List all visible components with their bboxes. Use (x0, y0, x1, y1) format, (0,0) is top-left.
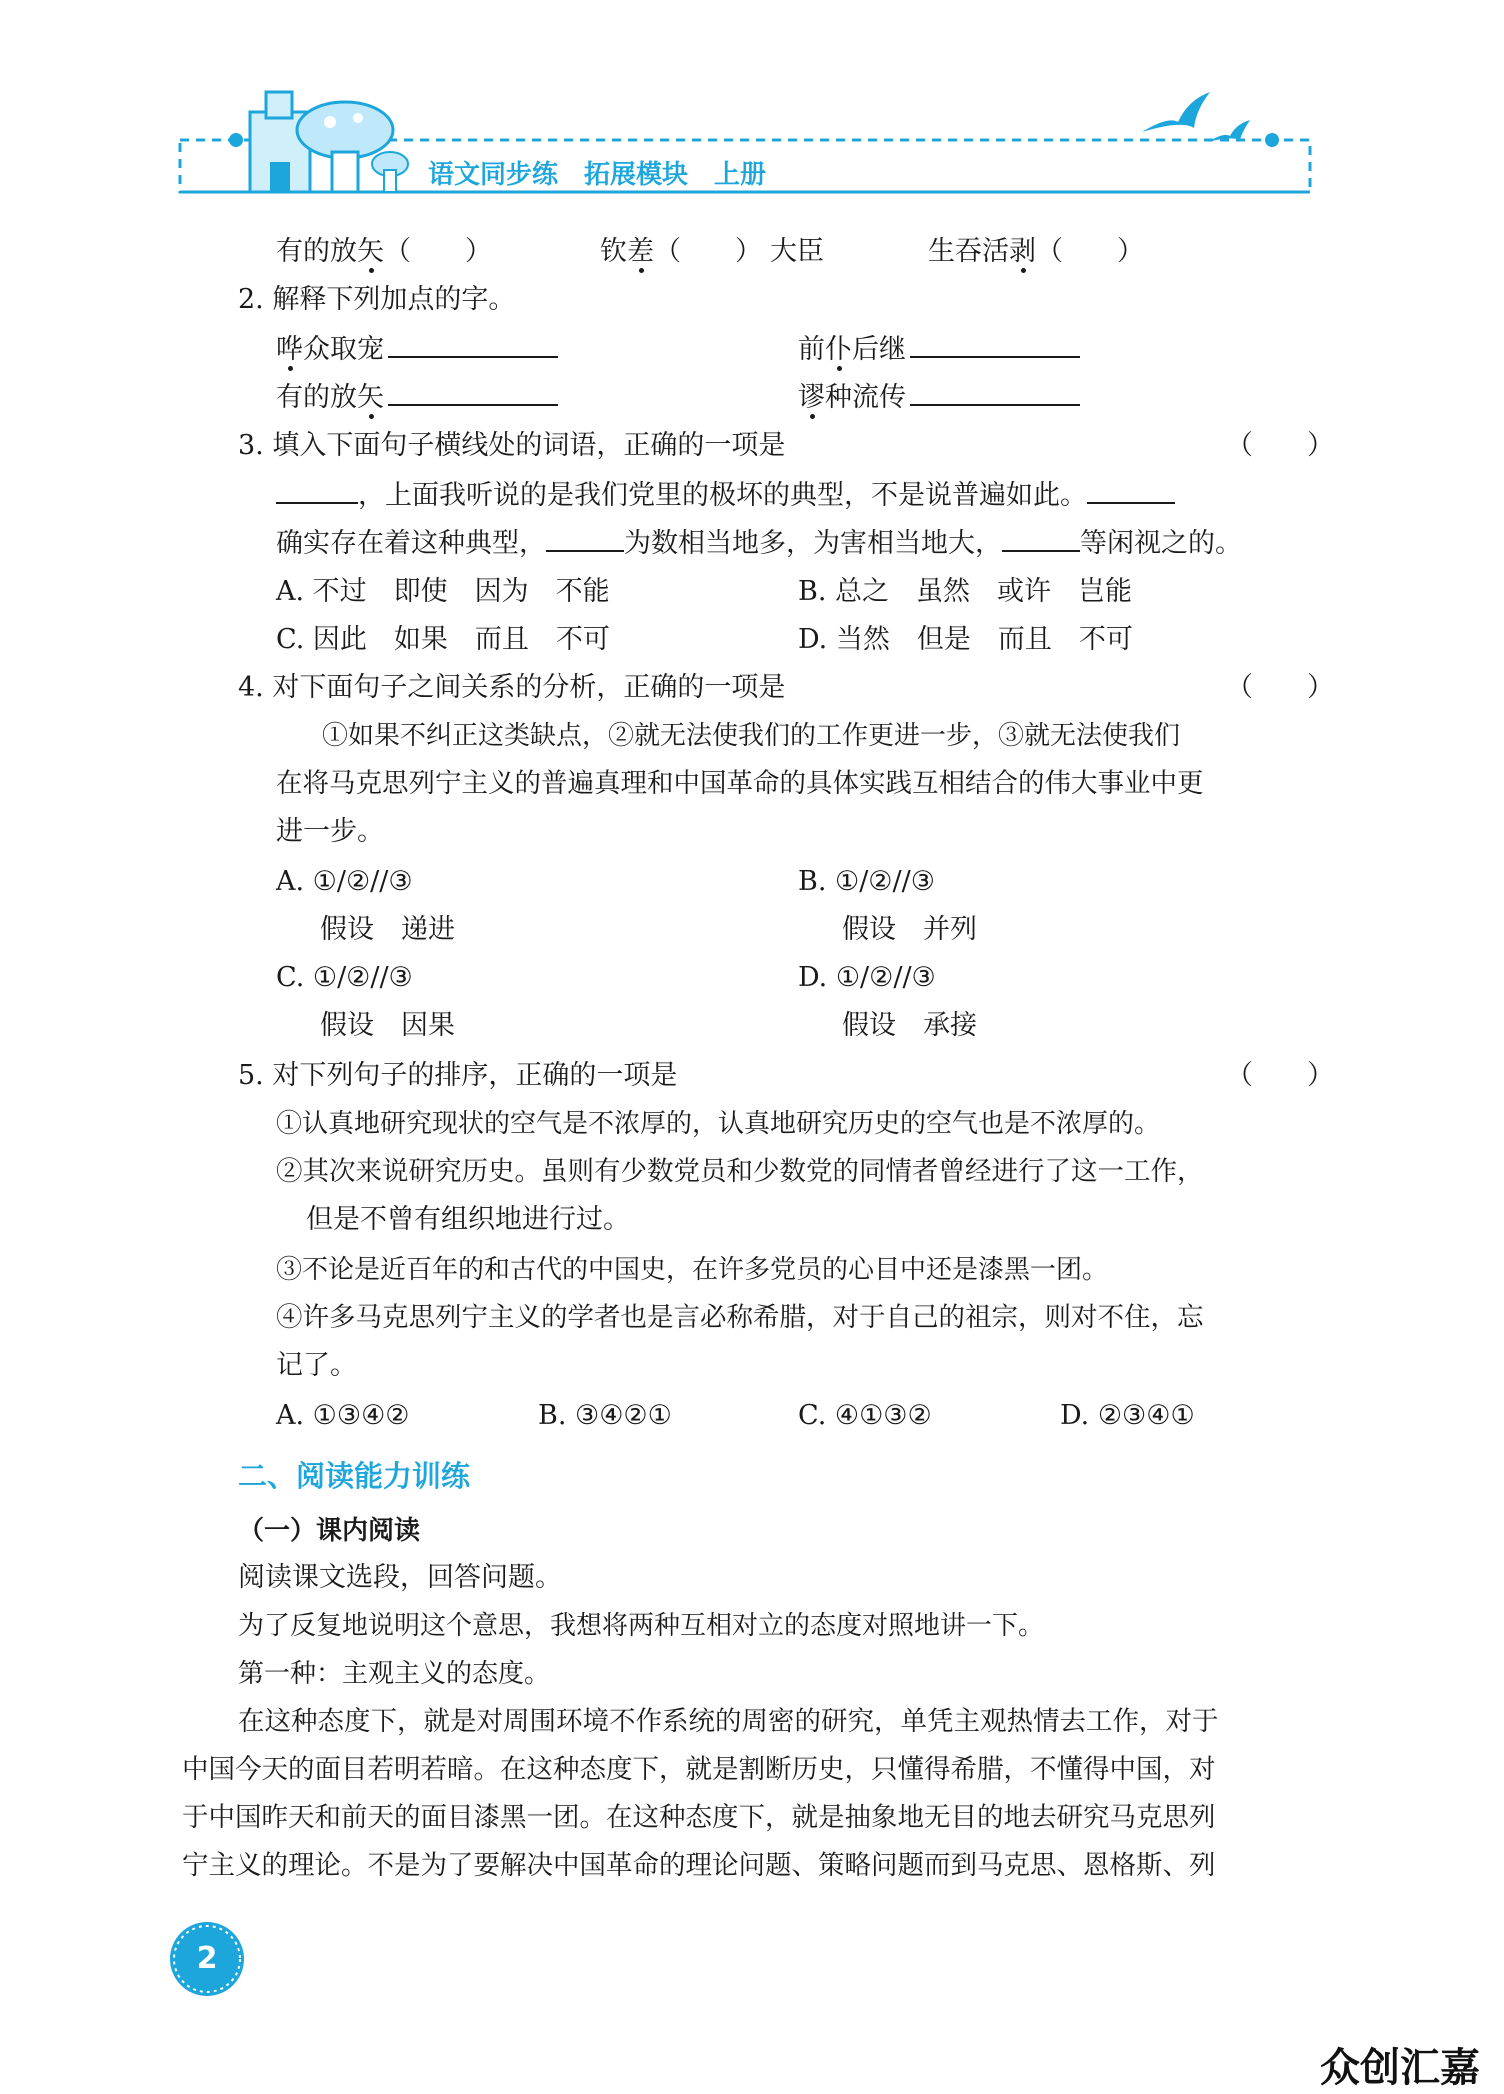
q4-answer-bracket[interactable]: （ ） (1226, 672, 1334, 703)
q4-stem: 4. 对下面句子之间关系的分析，正确的一项是 (238, 672, 786, 703)
q3-line-2: 确实存在着这种典型， 为数相当地多，为害相当地大， 等闲视之的。 (276, 522, 1242, 564)
passage-paragraph-3-line-1: 在这种态度下，就是对周围环境不作系统的周密的研究，单凭主观热情去工作，对于 (238, 1706, 1219, 1737)
q2-word-2: 前仆后继 (798, 328, 1080, 370)
q2-word-3: 有的放矢 (276, 376, 558, 418)
page-number: 2 (196, 1941, 218, 1976)
subsection-title: （一）课内阅读 (238, 1516, 421, 1546)
passage-paragraph-2: 第一种：主观主义的态度。 (238, 1659, 551, 1689)
q3-option-b[interactable]: B. 总之 虽然 或许 岂能 (798, 576, 1133, 607)
q5-option-d[interactable]: D. ②③④① (1060, 1400, 1195, 1431)
passage-paragraph-3-line-4: 宁主义的理论。不是为了要解决中国革命的理论问题、策略问题而到马克思、恩格斯、列 (182, 1850, 1216, 1881)
passage-paragraph-3-line-3: 于中国昨天和前天的面目漆黑一团。在这种态度下，就是抽象地无目的地去研究马克思列 (182, 1802, 1216, 1833)
page-number-badge (168, 1920, 246, 1998)
q5-answer-bracket[interactable]: （ ） (1226, 1060, 1334, 1091)
q3-answer-bracket[interactable]: （ ） (1226, 430, 1334, 461)
q5-sentence-2b: 但是不曾有组织地进行过。 (306, 1204, 630, 1235)
q4-option-a-desc: 假设 递进 (320, 914, 455, 945)
q4-line-1: ①如果不纠正这类缺点，②就无法使我们的工作更进一步，③就无法使我们 (322, 721, 1181, 751)
q4-line-2: 在将马克思列宁主义的普遍真理和中国革命的具体实践互相结合的伟大事业中更 (276, 768, 1204, 799)
q2-stem: 2. 解释下列加点的字。 (238, 284, 516, 315)
q4-option-d[interactable]: D. ①/②//③ (798, 962, 936, 993)
q5-sentence-4a: ④许多马克思列宁主义的学者也是言必称希腊，对于自己的祖宗，则对不住，忘 (276, 1302, 1204, 1333)
reading-instruction: 阅读课文选段，回答问题。 (238, 1562, 562, 1593)
birds-icon (1138, 86, 1268, 146)
q5-sentence-1: ①认真地研究现状的空气是不浓厚的，认真地研究历史的空气也是不浓厚的。 (276, 1109, 1161, 1139)
q4-line-3: 进一步。 (276, 816, 384, 847)
header-title: 语文同步练 拓展模块 上册 (428, 160, 767, 190)
q2-word-4: 谬种流传 (798, 376, 1080, 418)
q4-option-d-desc: 假设 承接 (842, 1010, 977, 1041)
q3-option-a[interactable]: A. 不过 即使 因为 不能 (276, 576, 610, 607)
q5-sentence-2a: ②其次来说研究历史。虽则有少数党员和少数党的同情者曾经进行了这一工作， (276, 1156, 1204, 1187)
q3-line-1: ，上面我听说的是我们党里的极坏的典型，不是说普遍如此。 (276, 474, 1175, 516)
q4-option-c[interactable]: C. ①/②//③ (276, 962, 413, 993)
passage-paragraph-1: 为了反复地说明这个意思，我想将两种互相对立的态度对照地讲一下。 (238, 1611, 1045, 1641)
q4-option-c-desc: 假设 因果 (320, 1010, 455, 1041)
passage-paragraph-3-line-2: 中国今天的面目若明若暗。在这种态度下，就是割断历史，只懂得希腊，不懂得中国，对 (182, 1754, 1216, 1785)
q3-option-c[interactable]: C. 因此 如果 而且 不可 (276, 624, 610, 655)
q1-item-3: 生吞活剥（ ） (928, 236, 1144, 267)
mushroom-house-illustration (230, 82, 410, 194)
watermark: 众创汇嘉 (1320, 2045, 1480, 2091)
q5-sentence-4b: 记了。 (276, 1350, 357, 1381)
q5-option-a[interactable]: A. ①③④② (276, 1400, 410, 1431)
q5-stem: 5. 对下列句子的排序，正确的一项是 (238, 1060, 678, 1091)
q5-option-c[interactable]: C. ④①③② (798, 1400, 932, 1431)
q5-option-b[interactable]: B. ③④②① (538, 1400, 672, 1431)
section-title: 二、阅读能力训练 (238, 1459, 471, 1493)
q3-stem: 3. 填入下面句子横线处的词语，正确的一项是 (238, 430, 786, 461)
q1-item-1: 有的放矢（ ） (276, 236, 492, 267)
q5-sentence-3: ③不论是近百年的和古代的中国史，在许多党员的心目中还是漆黑一团。 (276, 1255, 1109, 1285)
q1-item-2: 钦差（ ） 大臣 (600, 236, 824, 267)
q4-option-a[interactable]: A. ①/②//③ (276, 866, 413, 897)
q3-option-d[interactable]: D. 当然 但是 而且 不可 (798, 624, 1133, 655)
q4-option-b[interactable]: B. ①/②//③ (798, 866, 935, 897)
q2-word-1: 哗众取宠 (276, 328, 558, 370)
q4-option-b-desc: 假设 并列 (842, 914, 977, 945)
